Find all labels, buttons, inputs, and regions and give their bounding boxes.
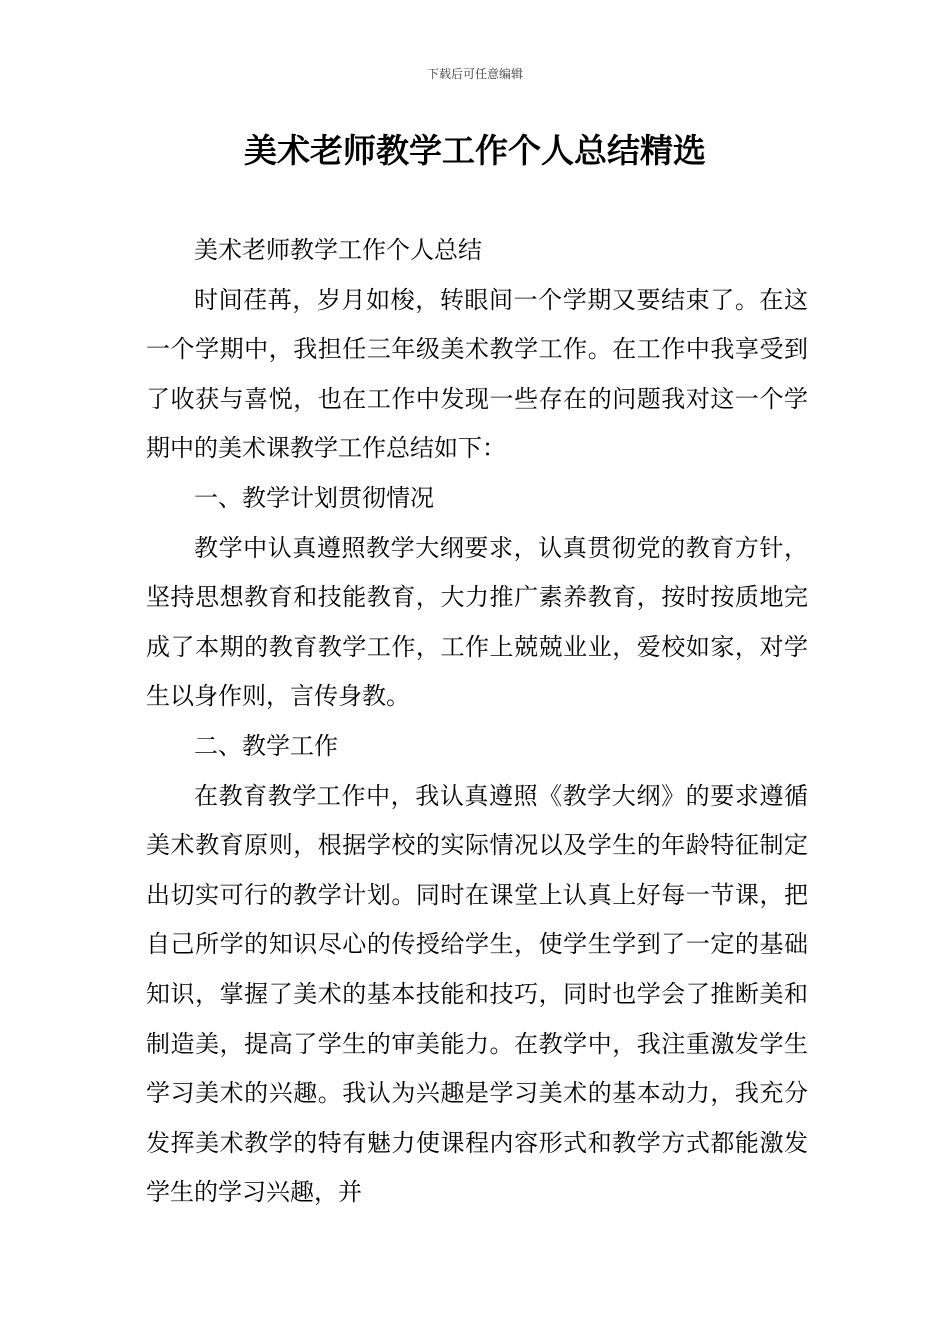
section-2-paragraph: 在教育教学工作中，我认真遵照《教学大纲》的要求遵循美术教育原则，根据学校的实际情况以及学生的年龄特征制定出切实可行的教学计划。同时在课堂上认真上好每一节课，把自己所学的知识尽心的传授给学生，使学生学到了一定的基础知识，掌握了美术的基本技能和技巧，同时也学会了推断美和制造美，提高了学生的审美能力。在教学中，我注重激发学生学习美术的兴趣。我认为兴趣是学习美术的基本动力，我充分发挥美术教学的特有魅力使课程内容形式和教学方式都能激发学生的学习兴趣，并: [146, 781, 808, 1207]
section-heading-2: 二、教学工作: [194, 731, 338, 760]
header-note: 下载后可任意编辑: [426, 67, 523, 81]
subtitle-paragraph: 美术老师教学工作个人总结: [194, 236, 482, 264]
intro-paragraph: 时间荏苒，岁月如梭，转眼间一个学期又要结束了。在这一个学期中，我担任三年级美术教学工作。在工作中我享受到了收获与喜悦，也在工作中发现一些存在的问题我对这一个学期中的美术课教学工作总结如下：: [146, 285, 808, 463]
document-body: [146, 226, 808, 1218]
section-heading-1: 一、教学计划贯彻情况: [194, 483, 434, 512]
section-1-paragraph: 教学中认真遵照教学大纲要求，认真贯彻党的教育方针，坚持思想教育和技能教育，大力推广素养教育，按时按质地完成了本期的教育教学工作，工作上兢兢业业，爱校如家，对学生以身作则，言传身教。: [146, 533, 808, 711]
document-title: 美术老师教学工作个人总结精选: [244, 131, 706, 170]
